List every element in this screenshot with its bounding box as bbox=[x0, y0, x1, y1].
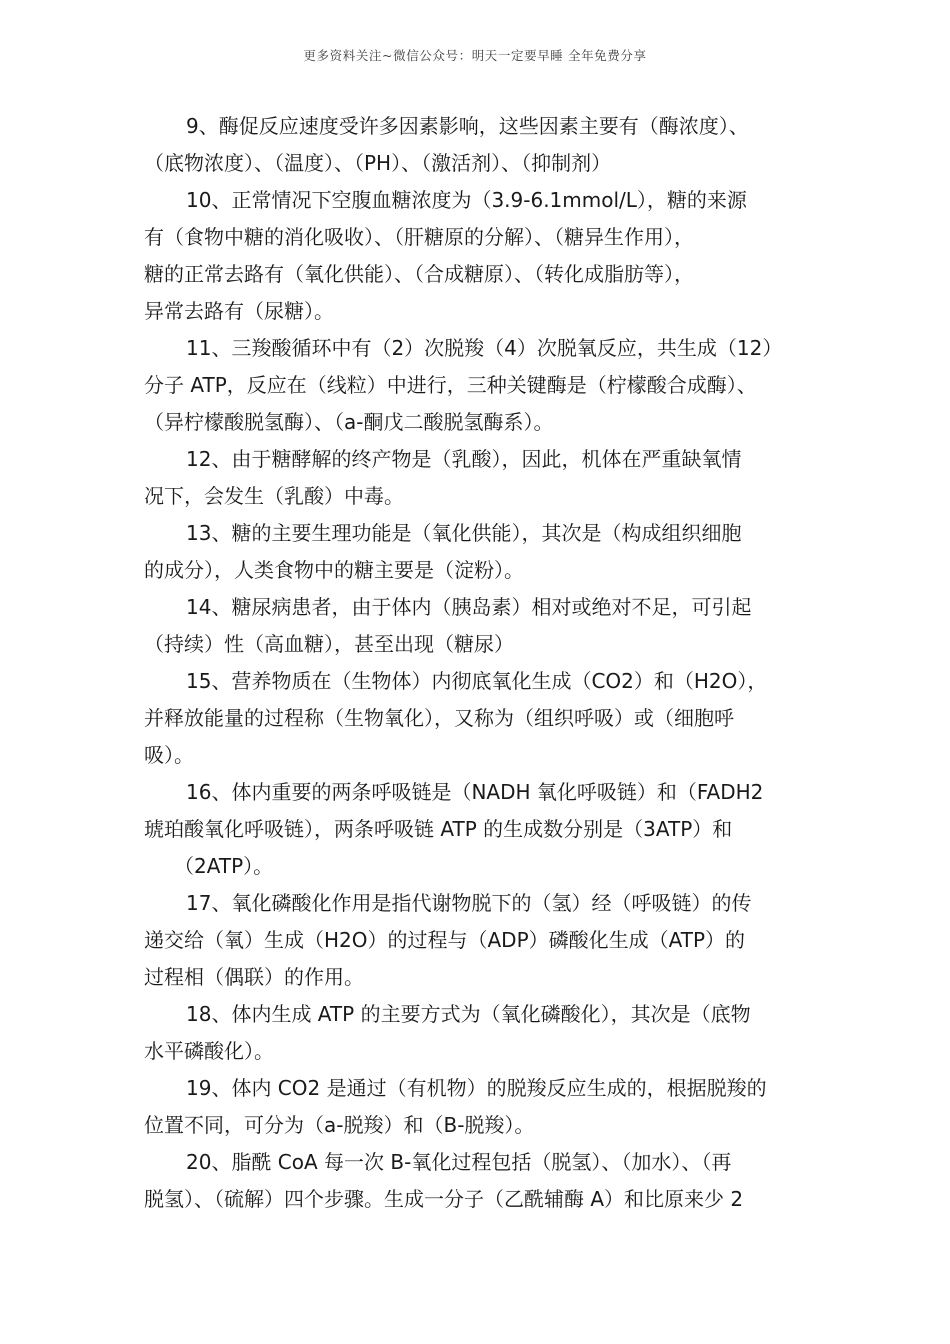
paragraph-line: 13、糖的主要生理功能是（氧化供能），其次是（构成组织细胞 bbox=[186, 521, 742, 545]
paragraph-line: 15、营养物质在（生物体）内彻底氧化生成（CO2）和（H2O）， bbox=[186, 669, 768, 693]
paragraph-line: （持续）性（高血糖），甚至出现（糖尿） bbox=[144, 632, 514, 656]
paragraph-line: 脱氢）、（硫解）四个步骤。生成一分子（乙酰辅酶 A）和比原来少 2 bbox=[144, 1187, 744, 1211]
paragraph bbox=[144, 182, 812, 330]
paragraph-line: 递交给（氧）生成（H2O）的过程与（ADP）磷酸化生成（ATP）的 bbox=[144, 928, 746, 952]
paragraph-line: 10、正常情况下空腹血糖浓度为（3.9-6.1mmol/L），糖的来源 bbox=[186, 188, 747, 212]
paragraph-line: （异柠檬酸脱氢酶）、（a-酮戊二酸脱氢酶系）。 bbox=[144, 410, 554, 434]
paragraph bbox=[144, 996, 812, 1070]
document-body bbox=[144, 108, 812, 1218]
paragraph-line: 有（食物中糖的消化吸收）、（肝糖原的分解）、（糖异生作用）， bbox=[144, 225, 694, 249]
paragraph bbox=[144, 330, 812, 441]
paragraph-line: 16、体内重要的两条呼吸链是（NADH 氧化呼吸链）和（FADH2 bbox=[186, 780, 764, 804]
paragraph-line: 况下，会发生（乳酸）中毒。 bbox=[144, 484, 404, 508]
paragraph-line: 18、体内生成 ATP 的主要方式为（氧化磷酸化），其次是（底物 bbox=[186, 1002, 751, 1026]
paragraph bbox=[144, 1144, 812, 1218]
paragraph bbox=[144, 515, 812, 589]
paragraph-line: 吸）。 bbox=[144, 743, 194, 767]
paragraph bbox=[144, 589, 812, 663]
paragraph-line: （2ATP）。 bbox=[174, 854, 274, 878]
paragraph-line: 异常去路有（尿糖）。 bbox=[144, 299, 334, 323]
paragraph bbox=[144, 663, 812, 774]
paragraph-line: （底物浓度）、（温度）、（PH）、（激活剂）、（抑制剂） bbox=[144, 151, 612, 175]
paragraph-line: 分子 ATP，反应在（线粒）中进行，三种关键酶是（柠檬酸合成酶）、 bbox=[144, 373, 757, 397]
paragraph-line: 并释放能量的过程称（生物氧化），又称为（组织呼吸）或（细胞呼 bbox=[144, 706, 734, 730]
paragraph-line: 的成分），人类食物中的糖主要是（淀粉）。 bbox=[144, 558, 524, 582]
paragraph-line: 9、酶促反应速度受许多因素影响，这些因素主要有（酶浓度）、 bbox=[186, 114, 749, 138]
paragraph bbox=[144, 885, 812, 996]
paragraph-line: 琥珀酸氧化呼吸链），两条呼吸链 ATP 的生成数分别是（3ATP）和 bbox=[144, 817, 733, 841]
paragraph-line: 19、体内 CO2 是通过（有机物）的脱羧反应生成的，根据脱羧的 bbox=[186, 1076, 767, 1100]
paragraph-line: 糖的正常去路有（氧化供能）、（合成糖原）、（转化成脂肪等）， bbox=[144, 262, 694, 286]
paragraph bbox=[144, 108, 812, 182]
page-header: 更多资料关注~微信公众号：明天一定要早睡 全年免费分享 bbox=[303, 48, 647, 63]
paragraph bbox=[144, 441, 812, 515]
paragraph bbox=[144, 1070, 812, 1144]
paragraph-line: 17、氧化磷酸化作用是指代谢物脱下的（氢）经（呼吸链）的传 bbox=[186, 891, 752, 915]
paragraph-line: 20、脂酰 CoA 每一次 B-氧化过程包括（脱氢）、（加水）、（再 bbox=[186, 1150, 732, 1174]
paragraph-line: 12、由于糖酵解的终产物是（乳酸），因此，机体在严重缺氧情 bbox=[186, 447, 742, 471]
paragraph bbox=[144, 774, 812, 885]
paragraph-line: 14、糖尿病患者，由于体内（胰岛素）相对或绝对不足，可引起 bbox=[186, 595, 752, 619]
paragraph-line: 11、三羧酸循环中有（2）次脱羧（4）次脱氧反应，共生成（12） bbox=[186, 336, 783, 360]
paragraph-line: 过程相（偶联）的作用。 bbox=[144, 965, 364, 989]
paragraph-line: 位置不同，可分为（a-脱羧）和（B-脱羧）。 bbox=[144, 1113, 535, 1137]
paragraph-line: 水平磷酸化）。 bbox=[144, 1039, 274, 1063]
